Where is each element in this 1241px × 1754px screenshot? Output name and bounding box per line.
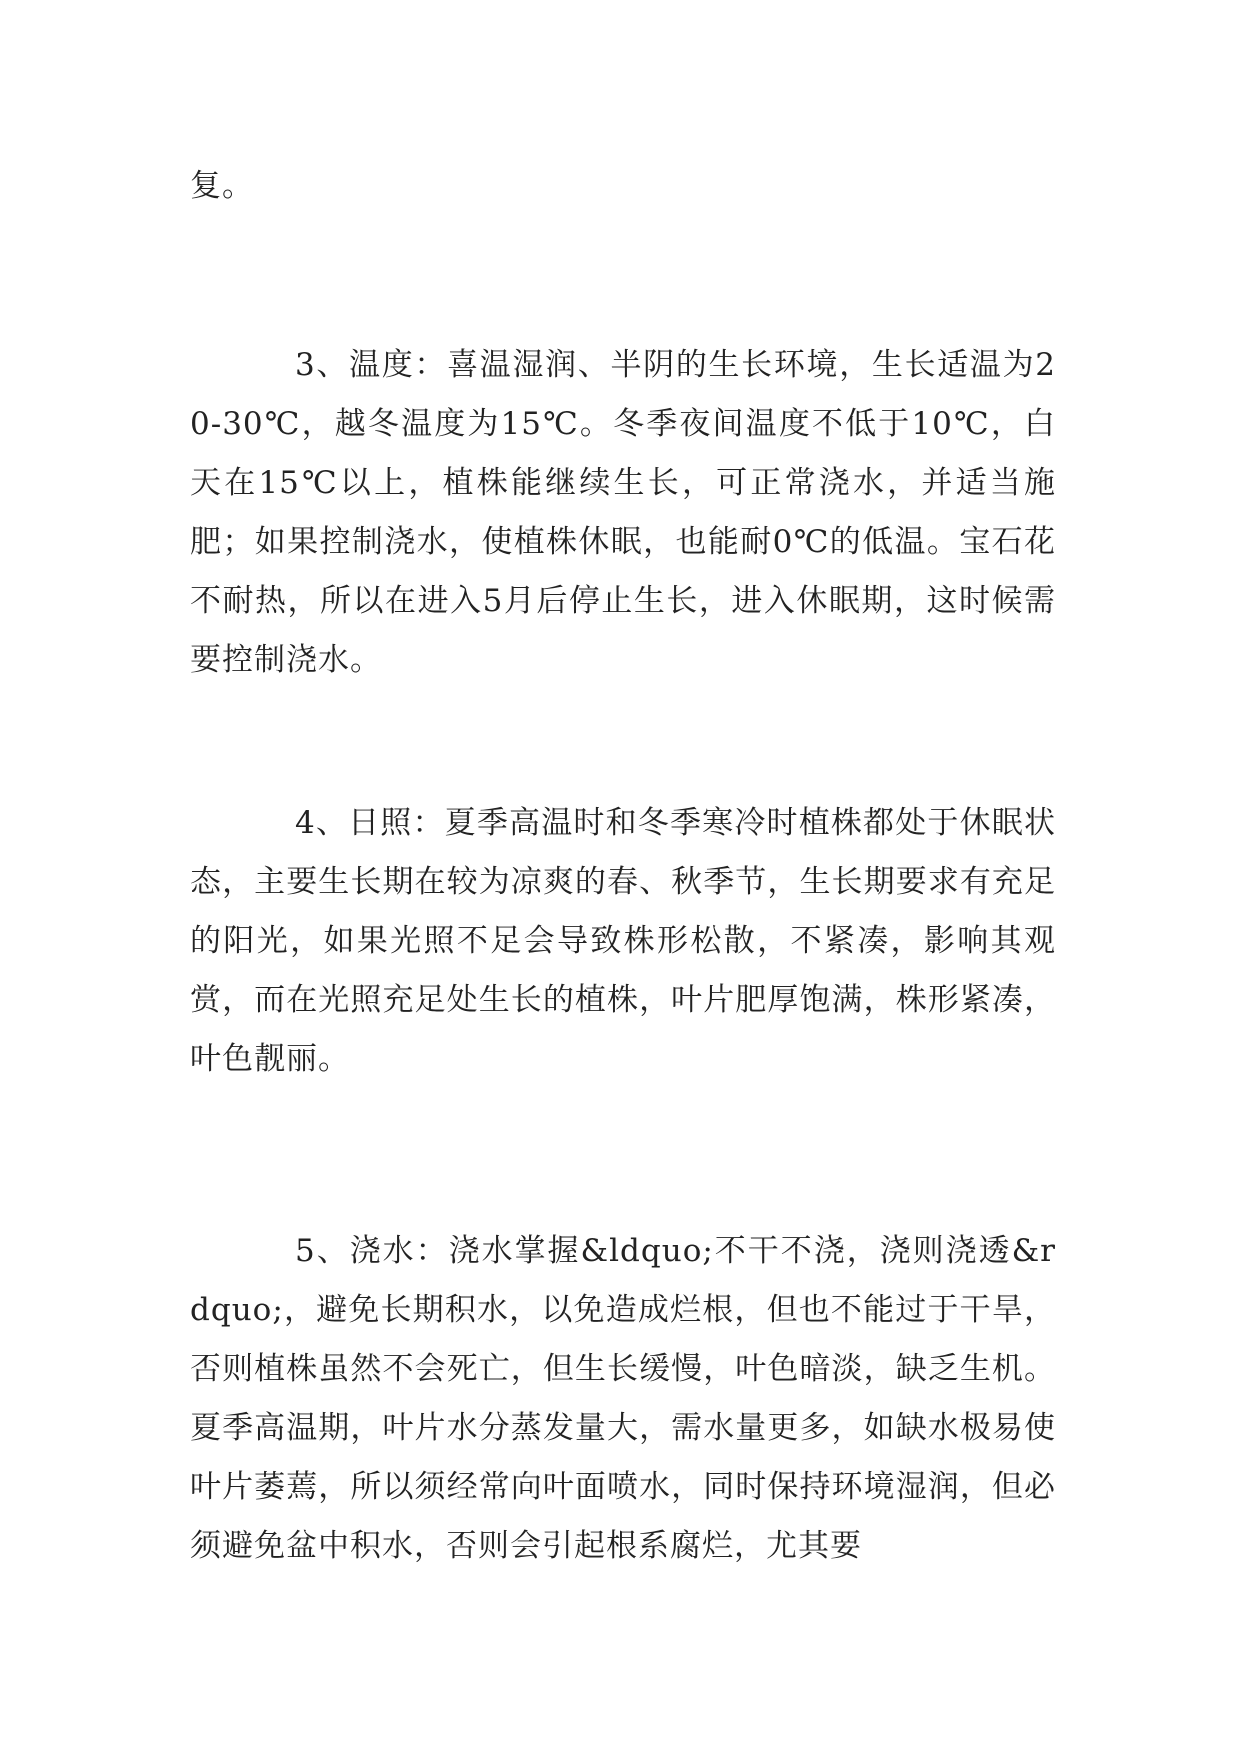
paragraph-watering: 5、浇水：浇水掌握&ldquo;不干不浇，浇则浇透&rdquo;，避免长期积水，以免造成烂根，但也不能过于干旱，否则植株虽然不会死亡，但生长缓慢，叶色暗淡，缺乏生机。夏季高温期，叶片水分蒸发量大，需水量更多，如缺水极易使叶片萎蔫，所以须经常向叶面喷水，同时保持环境湿润，但必须避免盆中积水，否则会引起根系腐烂，尤其要 [190, 1233, 1056, 1564]
paragraph-sunlight: 4、日照：夏季高温时和冬季寒冷时植株都处于休眠状态，主要生长期在较为凉爽的春、秋季节，生长期要求有充足的阳光，如果光照不足会导致株形松散，不紧凑，影响其观赏，而在光照充足处生长的植株，叶片肥厚饱满，株形紧凑，叶色靓丽。 [190, 805, 1056, 1077]
paragraph-continuation: 复。 [190, 168, 254, 204]
paragraph-temperature: 3、温度：喜温湿润、半阴的生长环境，生长适温为20-30℃，越冬温度为15℃。冬季夜间温度不低于10℃，白天在15℃以上，植株能继续生长，可正常浇水，并适当施肥；如果控制浇水，使植株休眠，也能耐0℃的低温。宝石花不耐热，所以在进入5月后停止生长，进入休眠期，这时候需要控制浇水。 [190, 347, 1056, 678]
